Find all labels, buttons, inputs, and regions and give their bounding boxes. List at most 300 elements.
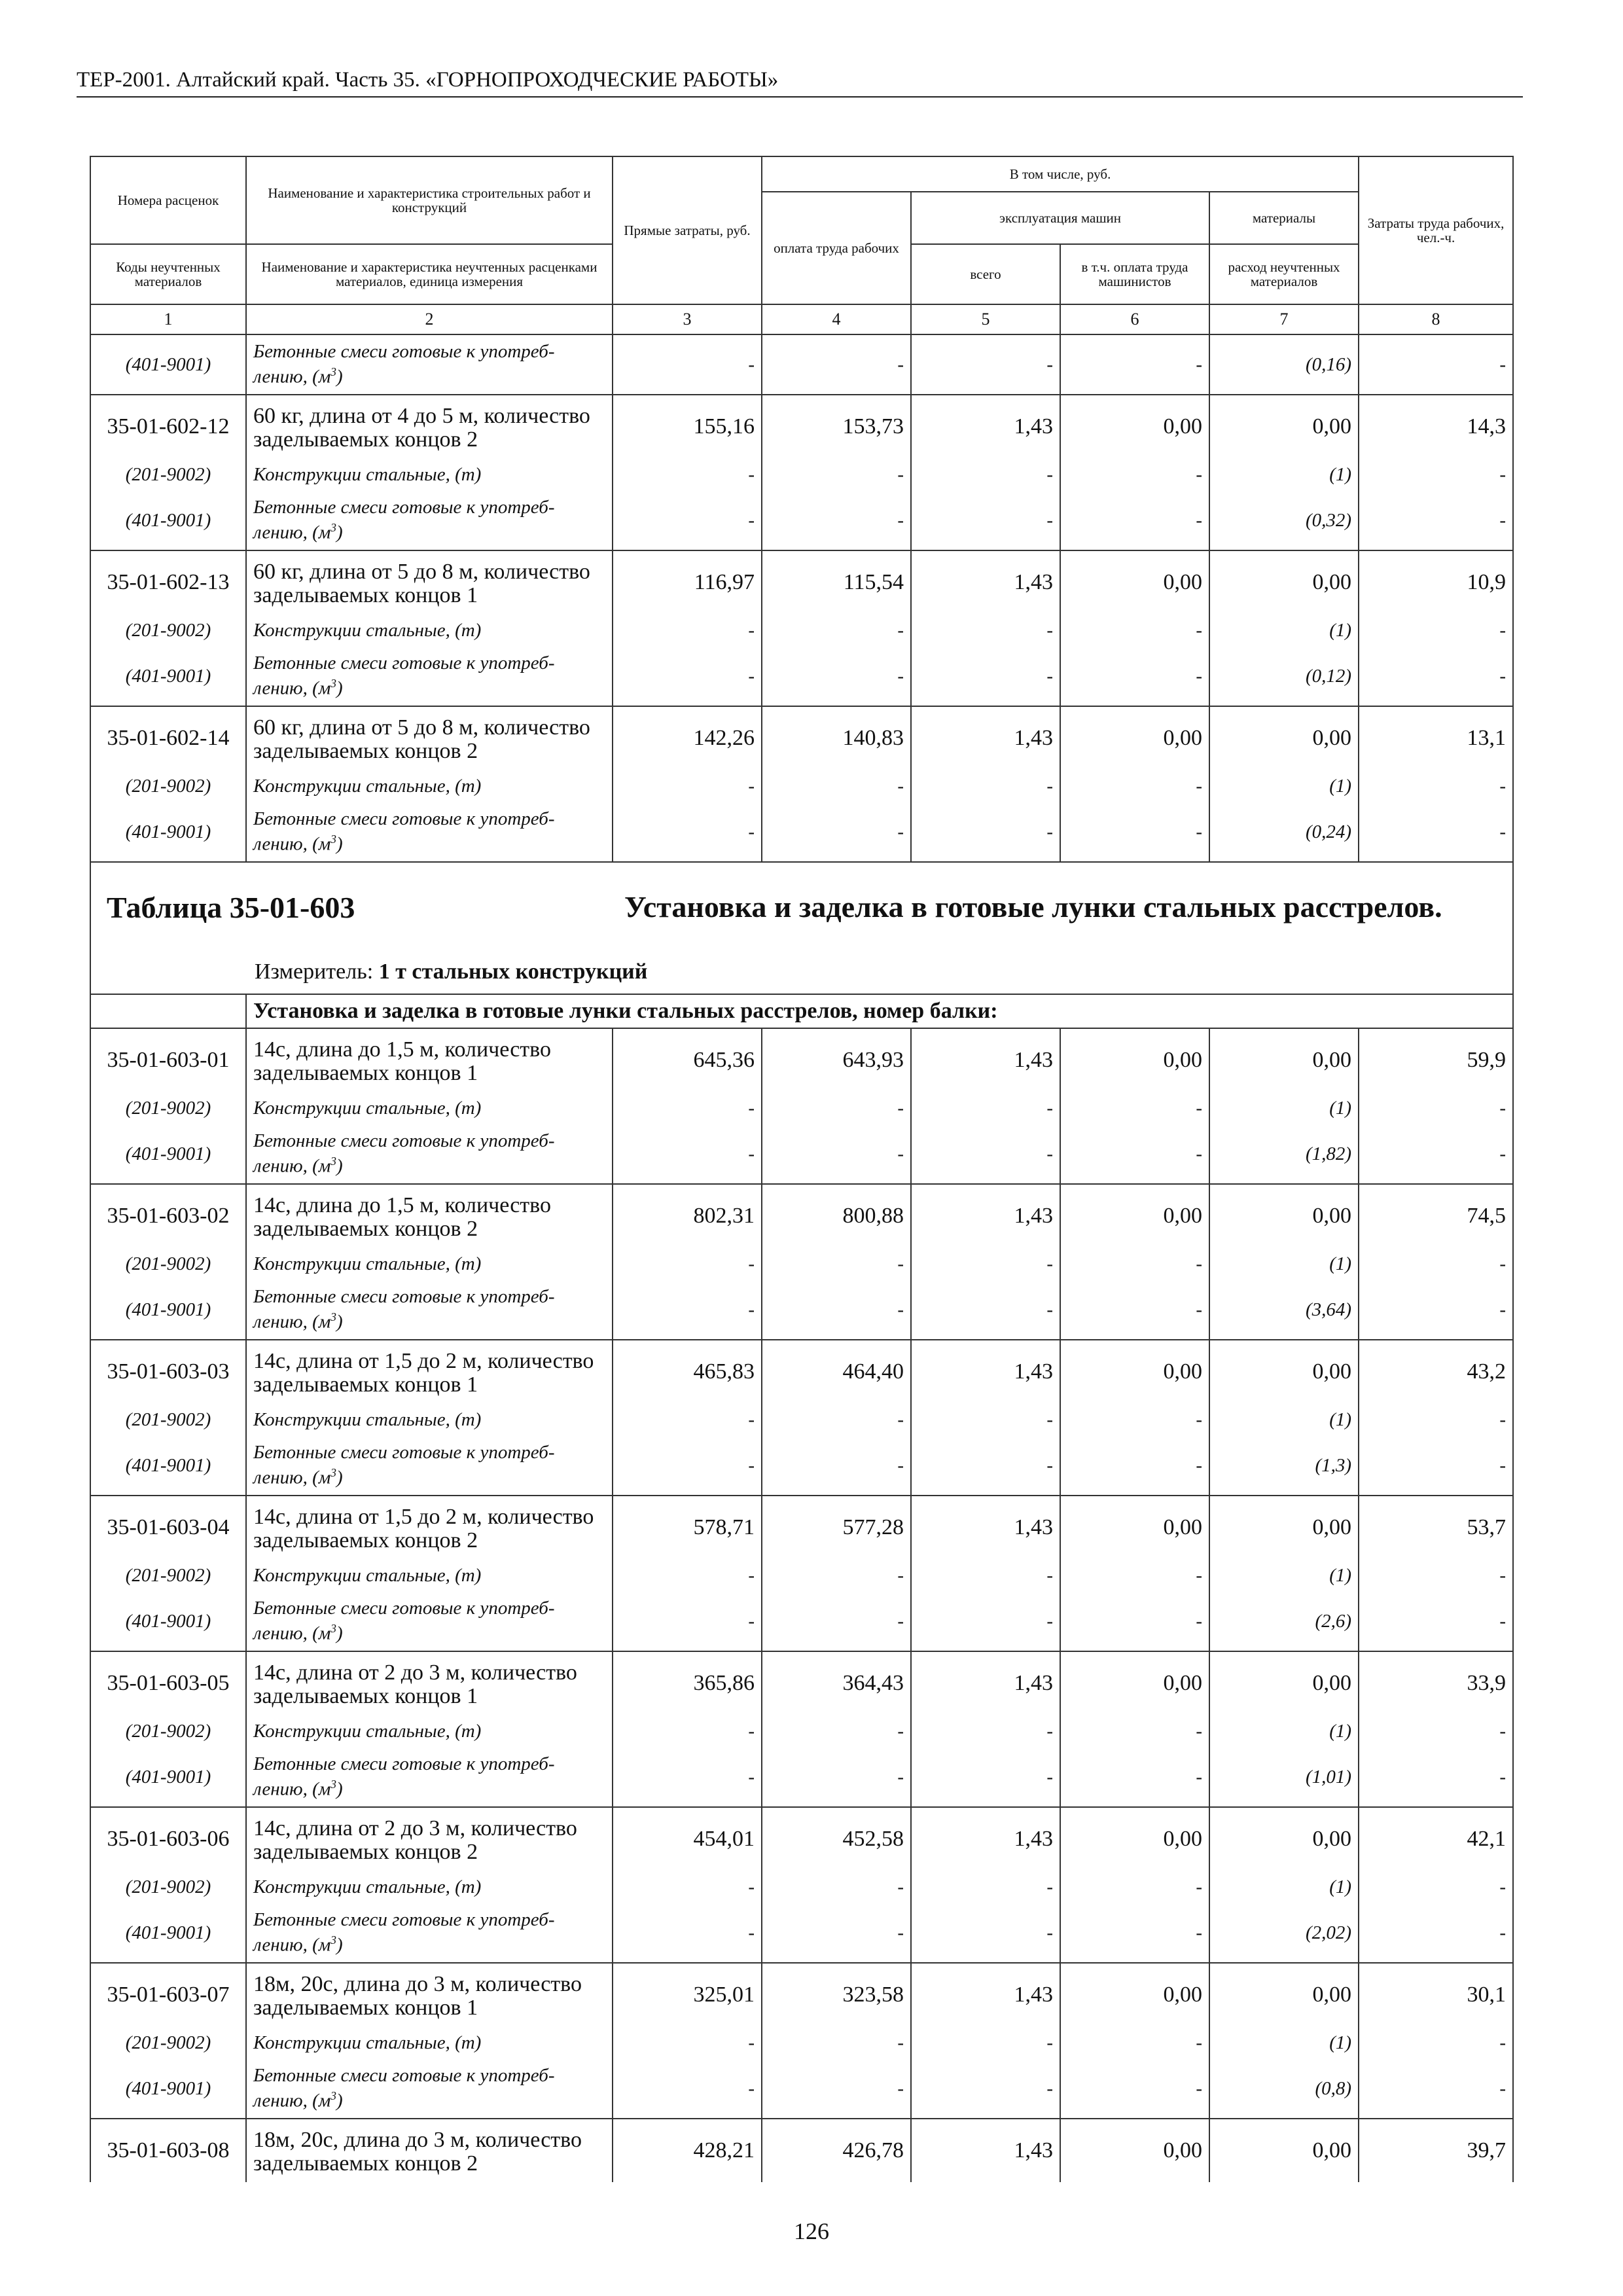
dash-cell: - bbox=[762, 1592, 911, 1651]
materials-cost: 0,00 bbox=[1209, 1184, 1359, 1247]
dash-cell: - bbox=[613, 1124, 762, 1184]
material-name: Конструкции стальные, (т) bbox=[246, 2026, 613, 2059]
dash-cell: - bbox=[1060, 1715, 1209, 1748]
material-code: (401-9001) bbox=[90, 647, 246, 706]
dash-cell: - bbox=[911, 1124, 1060, 1184]
material-code: (401-9001) bbox=[90, 1903, 246, 1963]
machinist-pay: 0,00 bbox=[1060, 395, 1209, 458]
dash-cell: - bbox=[613, 1748, 762, 1807]
machines-header: эксплуатация машин bbox=[911, 192, 1209, 244]
materials-header: материалы bbox=[1209, 192, 1359, 244]
dash-cell: - bbox=[613, 802, 762, 862]
dash-cell: - bbox=[613, 1247, 762, 1280]
material-row bbox=[90, 334, 1513, 395]
last-row-body bbox=[90, 2119, 1513, 2182]
labor-hours: 53,7 bbox=[1359, 1496, 1513, 1559]
column-number: 7 bbox=[1209, 304, 1359, 334]
rate-code: 35-01-603-01 bbox=[90, 1028, 246, 1092]
column-number: 6 bbox=[1060, 304, 1209, 334]
material-name: Бетонные смеси готовые к употреб- лению, $(м^3)$ bbox=[246, 1903, 613, 1963]
material-name: Конструкции стальные, (т) bbox=[246, 1403, 613, 1436]
dash-cell: - bbox=[1359, 1247, 1513, 1280]
dash-cell: - bbox=[911, 458, 1060, 491]
material-consumption: (1) bbox=[1209, 614, 1359, 647]
col1-bottom-header: Коды неучтенных материалов bbox=[90, 244, 246, 304]
material-code: (401-9001) bbox=[90, 1748, 246, 1807]
labor-cost: 643,93 bbox=[762, 1028, 911, 1092]
dash-cell: - bbox=[1060, 614, 1209, 647]
column-number: 5 bbox=[911, 304, 1060, 334]
rate-row bbox=[90, 395, 1513, 458]
dash-cell: - bbox=[1060, 802, 1209, 862]
dash-cell: - bbox=[911, 1280, 1060, 1340]
material-consumption: (1) bbox=[1209, 458, 1359, 491]
material-name: Бетонные смеси готовые к употреб- лению, $(м^3)$ bbox=[246, 1436, 613, 1496]
material-name: Конструкции стальные, (т) bbox=[246, 1715, 613, 1748]
dash-cell: - bbox=[911, 1715, 1060, 1748]
machines-total: 1,43 bbox=[911, 1340, 1060, 1403]
dash-cell: - bbox=[1359, 1436, 1513, 1496]
direct-cost: 578,71 bbox=[613, 1496, 762, 1559]
material-row bbox=[90, 1092, 1513, 1124]
dash-cell: - bbox=[1359, 1715, 1513, 1748]
dash-cell: - bbox=[762, 1559, 911, 1592]
labor-cost: 452,58 bbox=[762, 1807, 911, 1871]
labor-hours: 43,2 bbox=[1359, 1340, 1513, 1403]
material-row bbox=[90, 614, 1513, 647]
dash-cell: - bbox=[911, 802, 1060, 862]
labor-hours: 30,1 bbox=[1359, 1963, 1513, 2026]
dash-cell: - bbox=[762, 1871, 911, 1903]
material-consumption: (1,3) bbox=[1209, 1436, 1359, 1496]
col4-header: оплата труда рабочих bbox=[762, 192, 911, 304]
machinist-pay: 0,00 bbox=[1060, 1028, 1209, 1092]
labor-hours: 33,9 bbox=[1359, 1651, 1513, 1715]
rate-row bbox=[90, 706, 1513, 770]
material-code: (401-9001) bbox=[90, 1436, 246, 1496]
dash-cell: - bbox=[762, 647, 911, 706]
machinist-pay: 0,00 bbox=[1060, 1963, 1209, 2026]
dash-cell: - bbox=[613, 1436, 762, 1496]
dash-cell: - bbox=[613, 647, 762, 706]
dash-cell: - bbox=[762, 1715, 911, 1748]
labor-cost: 800,88 bbox=[762, 1184, 911, 1247]
labor-hours: 10,9 bbox=[1359, 550, 1513, 614]
dash-cell: - bbox=[762, 802, 911, 862]
material-row bbox=[90, 1871, 1513, 1903]
dash-cell: - bbox=[911, 1247, 1060, 1280]
machines-total: 1,43 bbox=[911, 1963, 1060, 2026]
material-name: Бетонные смеси готовые к употреб- лению, $(м^3)$ bbox=[246, 802, 613, 862]
material-code: (201-9002) bbox=[90, 770, 246, 802]
material-row bbox=[90, 1436, 1513, 1496]
material-code: (401-9001) bbox=[90, 491, 246, 550]
dash-cell: - bbox=[911, 1559, 1060, 1592]
dash-cell: - bbox=[1060, 1280, 1209, 1340]
dash-cell: - bbox=[613, 1871, 762, 1903]
dash-cell: - bbox=[613, 1715, 762, 1748]
page-number: 126 bbox=[794, 2218, 829, 2244]
table-603-heading bbox=[90, 862, 1513, 1028]
rates-table bbox=[90, 156, 1514, 2182]
incl-header: В том числе, руб. bbox=[762, 156, 1359, 192]
materials-cost: 0,00 bbox=[1209, 1028, 1359, 1092]
dash-cell: - bbox=[1359, 2059, 1513, 2119]
dash-cell: - bbox=[762, 1124, 911, 1184]
section-heading: Установка и заделка в готовые лунки стальных расстрелов, номер балки: bbox=[246, 994, 1513, 1028]
col2-top-header: Наименование и характеристика строительных работ и конструкций bbox=[246, 156, 613, 244]
dash-cell: - bbox=[911, 334, 1060, 395]
dash-cell: - bbox=[1060, 1403, 1209, 1436]
machinist-pay: 0,00 bbox=[1060, 550, 1209, 614]
machines-total: 1,43 bbox=[911, 1184, 1060, 1247]
material-name: Бетонные смеси готовые к употреб- лению, $(м^3)$ bbox=[246, 1124, 613, 1184]
dash-cell: - bbox=[613, 2026, 762, 2059]
material-consumption: (1) bbox=[1209, 1247, 1359, 1280]
labor-cost: 115,54 bbox=[762, 550, 911, 614]
materials-cost: 0,00 bbox=[1209, 550, 1359, 614]
material-code: (201-9002) bbox=[90, 1403, 246, 1436]
dash-cell: - bbox=[1060, 458, 1209, 491]
measure-unit: Измеритель: 1 т стальных конструкций bbox=[255, 960, 648, 984]
column-number: 3 bbox=[613, 304, 762, 334]
col8-header: Затраты труда рабочих, чел.-ч. bbox=[1359, 156, 1513, 304]
dash-cell: - bbox=[1359, 2026, 1513, 2059]
rate-row bbox=[90, 1963, 1513, 2026]
dash-cell: - bbox=[911, 491, 1060, 550]
dash-cell: - bbox=[1060, 1871, 1209, 1903]
rate-code: 35-01-602-14 bbox=[90, 706, 246, 770]
rate-code: 35-01-603-06 bbox=[90, 1807, 246, 1871]
column-number: 8 bbox=[1359, 304, 1513, 334]
col3-header: Прямые затраты, руб. bbox=[613, 156, 762, 304]
rate-name: 14с, длина от 2 до 3 м, количество заделываемых концов 1 bbox=[246, 1651, 613, 1715]
rate-row bbox=[90, 1028, 1513, 1092]
dash-cell: - bbox=[1060, 770, 1209, 802]
dash-cell: - bbox=[1359, 334, 1513, 395]
dash-cell: - bbox=[762, 334, 911, 395]
dash-cell: - bbox=[911, 2059, 1060, 2119]
dash-cell: - bbox=[1060, 1092, 1209, 1124]
material-name: Конструкции стальные, (т) bbox=[246, 1092, 613, 1124]
material-row bbox=[90, 491, 1513, 550]
rate-row bbox=[90, 2119, 1513, 2182]
machinist-pay: 0,00 bbox=[1060, 1340, 1209, 1403]
machinist-pay: 0,00 bbox=[1060, 1184, 1209, 1247]
dash-cell: - bbox=[1359, 647, 1513, 706]
material-code: (201-9002) bbox=[90, 1559, 246, 1592]
dash-cell: - bbox=[762, 458, 911, 491]
material-code: (201-9002) bbox=[90, 1247, 246, 1280]
direct-cost: 428,21 bbox=[613, 2119, 762, 2182]
rate-name: 18м, 20с, длина до 3 м, количество заделываемых концов 2 bbox=[246, 2119, 613, 2182]
rate-name: 14с, длина от 2 до 3 м, количество заделываемых концов 2 bbox=[246, 1807, 613, 1871]
dash-cell: - bbox=[911, 1092, 1060, 1124]
rate-name: 14с, длина до 1,5 м, количество заделываемых концов 1 bbox=[246, 1028, 613, 1092]
material-code: (401-9001) bbox=[90, 1124, 246, 1184]
dash-cell: - bbox=[762, 770, 911, 802]
dash-cell: - bbox=[1359, 491, 1513, 550]
dash-cell: - bbox=[1060, 1124, 1209, 1184]
materials-cost: 0,00 bbox=[1209, 1963, 1359, 2026]
machines-total: 1,43 bbox=[911, 1651, 1060, 1715]
labor-hours: 74,5 bbox=[1359, 1184, 1513, 1247]
labor-hours: 14,3 bbox=[1359, 395, 1513, 458]
labor-hours: 39,7 bbox=[1359, 2119, 1513, 2182]
material-name: Бетонные смеси готовые к употреб- лению, $(м^3)$ bbox=[246, 647, 613, 706]
dash-cell: - bbox=[1060, 1903, 1209, 1963]
material-consumption: (1) bbox=[1209, 770, 1359, 802]
labor-cost: 140,83 bbox=[762, 706, 911, 770]
col2-bottom-header: Наименование и характеристика неучтенных расценками материалов, единица измерения bbox=[246, 244, 613, 304]
dash-cell: - bbox=[911, 1903, 1060, 1963]
dash-cell: - bbox=[1060, 1592, 1209, 1651]
dash-cell: - bbox=[1359, 1903, 1513, 1963]
dash-cell: - bbox=[911, 770, 1060, 802]
materials-cost: 0,00 bbox=[1209, 1651, 1359, 1715]
running-header: ТЕР-2001. Алтайский край. Часть 35. «ГОРНОПРОХОДЧЕСКИЕ РАБОТЫ» bbox=[77, 68, 1523, 98]
materials-cost: 0,00 bbox=[1209, 1340, 1359, 1403]
dash-cell: - bbox=[613, 491, 762, 550]
table-description: Установка и заделка в готовые лунки стальных расстрелов. bbox=[624, 890, 1442, 924]
materials-cost: 0,00 bbox=[1209, 706, 1359, 770]
material-code: (201-9002) bbox=[90, 1871, 246, 1903]
rate-code: 35-01-603-05 bbox=[90, 1651, 246, 1715]
material-consumption: (1) bbox=[1209, 1871, 1359, 1903]
rate-code: 35-01-602-13 bbox=[90, 550, 246, 614]
dash-cell: - bbox=[613, 458, 762, 491]
dash-cell: - bbox=[1359, 1748, 1513, 1807]
material-name: Конструкции стальные, (т) bbox=[246, 770, 613, 802]
material-consumption: (1) bbox=[1209, 1559, 1359, 1592]
material-code: (201-9002) bbox=[90, 458, 246, 491]
rate-row bbox=[90, 1184, 1513, 1247]
material-code: (201-9002) bbox=[90, 1715, 246, 1748]
material-consumption: (1) bbox=[1209, 2026, 1359, 2059]
table-label: Таблица 35-01-603 bbox=[107, 891, 355, 924]
dash-cell: - bbox=[1060, 1559, 1209, 1592]
rate-row bbox=[90, 1340, 1513, 1403]
material-code: (201-9002) bbox=[90, 614, 246, 647]
machines-total: 1,43 bbox=[911, 395, 1060, 458]
material-row bbox=[90, 1247, 1513, 1280]
machinist-pay: 0,00 bbox=[1060, 2119, 1209, 2182]
rate-name: 60 кг, длина от 5 до 8 м, количество заделываемых концов 1 bbox=[246, 550, 613, 614]
dash-cell: - bbox=[762, 1748, 911, 1807]
dash-cell: - bbox=[1359, 1592, 1513, 1651]
material-row bbox=[90, 1903, 1513, 1963]
rate-code: 35-01-603-02 bbox=[90, 1184, 246, 1247]
rate-name: 60 кг, длина от 4 до 5 м, количество заделываемых концов 2 bbox=[246, 395, 613, 458]
material-row bbox=[90, 770, 1513, 802]
rows-after bbox=[90, 1028, 1513, 2119]
dash-cell: - bbox=[762, 2026, 911, 2059]
dash-cell: - bbox=[1359, 614, 1513, 647]
material-row bbox=[90, 2059, 1513, 2119]
dash-cell: - bbox=[911, 614, 1060, 647]
dash-cell: - bbox=[613, 334, 762, 395]
rate-name: 18м, 20с, длина до 3 м, количество заделываемых концов 1 bbox=[246, 1963, 613, 2026]
direct-cost: 116,97 bbox=[613, 550, 762, 614]
dash-cell: - bbox=[762, 491, 911, 550]
material-consumption: (0,8) bbox=[1209, 2059, 1359, 2119]
material-consumption: (1) bbox=[1209, 1403, 1359, 1436]
material-code: (401-9001) bbox=[90, 2059, 246, 2119]
dash-cell: - bbox=[911, 1436, 1060, 1496]
rate-row bbox=[90, 550, 1513, 614]
dash-cell: - bbox=[613, 2059, 762, 2119]
col1-top-header: Номера расценок bbox=[90, 156, 246, 244]
rate-name: 14с, длина от 1,5 до 2 м, количество заделываемых концов 1 bbox=[246, 1340, 613, 1403]
rate-row bbox=[90, 1651, 1513, 1715]
material-name: Конструкции стальные, (т) bbox=[246, 1871, 613, 1903]
material-name: Конструкции стальные, (т) bbox=[246, 458, 613, 491]
material-consumption: (1) bbox=[1209, 1715, 1359, 1748]
dash-cell: - bbox=[613, 770, 762, 802]
dash-cell: - bbox=[613, 1403, 762, 1436]
table-header bbox=[90, 156, 1513, 334]
dash-cell: - bbox=[1359, 802, 1513, 862]
machines-total: 1,43 bbox=[911, 550, 1060, 614]
machines-total: 1,43 bbox=[911, 706, 1060, 770]
material-row bbox=[90, 1124, 1513, 1184]
materials-cost: 0,00 bbox=[1209, 2119, 1359, 2182]
machines-total: 1,43 bbox=[911, 1496, 1060, 1559]
machinist-pay: 0,00 bbox=[1060, 1496, 1209, 1559]
machines-total: 1,43 bbox=[911, 2119, 1060, 2182]
dash-cell: - bbox=[762, 1247, 911, 1280]
dash-cell: - bbox=[1060, 2026, 1209, 2059]
material-name: Конструкции стальные, (т) bbox=[246, 614, 613, 647]
material-name: Бетонные смеси готовые к употреб- лению, $(м^3)$ bbox=[246, 1748, 613, 1807]
material-row bbox=[90, 1748, 1513, 1807]
material-code: (201-9002) bbox=[90, 1092, 246, 1124]
material-name: Бетонные смеси готовые к употреб- лению, $(м^3)$ bbox=[246, 491, 613, 550]
materials-cost: 0,00 bbox=[1209, 395, 1359, 458]
machines-total: 1,43 bbox=[911, 1028, 1060, 1092]
rate-name: 14с, длина до 1,5 м, количество заделываемых концов 2 bbox=[246, 1184, 613, 1247]
material-code: (401-9001) bbox=[90, 334, 246, 395]
dash-cell: - bbox=[613, 1592, 762, 1651]
dash-cell: - bbox=[1060, 491, 1209, 550]
dash-cell: - bbox=[1060, 2059, 1209, 2119]
material-row bbox=[90, 802, 1513, 862]
rate-name: 14с, длина от 1,5 до 2 м, количество заделываемых концов 2 bbox=[246, 1496, 613, 1559]
labor-cost: 464,40 bbox=[762, 1340, 911, 1403]
materials-cost: 0,00 bbox=[1209, 1807, 1359, 1871]
material-name: Бетонные смеси готовые к употреб- лению, $(м^3)$ bbox=[246, 2059, 613, 2119]
machinist-pay: 0,00 bbox=[1060, 1651, 1209, 1715]
dash-cell: - bbox=[762, 2059, 911, 2119]
dash-cell: - bbox=[613, 1559, 762, 1592]
material-row bbox=[90, 458, 1513, 491]
column-number: 2 bbox=[246, 304, 613, 334]
material-consumption: (0,32) bbox=[1209, 491, 1359, 550]
dash-cell: - bbox=[911, 1592, 1060, 1651]
machinist-pay: 0,00 bbox=[1060, 1807, 1209, 1871]
material-row bbox=[90, 1592, 1513, 1651]
rows-before bbox=[90, 334, 1513, 862]
dash-cell: - bbox=[1359, 1403, 1513, 1436]
material-consumption: (0,12) bbox=[1209, 647, 1359, 706]
direct-cost: 155,16 bbox=[613, 395, 762, 458]
machines-total: 1,43 bbox=[911, 1807, 1060, 1871]
material-row bbox=[90, 647, 1513, 706]
material-row bbox=[90, 1559, 1513, 1592]
direct-cost: 365,86 bbox=[613, 1651, 762, 1715]
dash-cell: - bbox=[762, 614, 911, 647]
material-row bbox=[90, 2026, 1513, 2059]
dash-cell: - bbox=[1359, 1871, 1513, 1903]
material-consumption: (2,6) bbox=[1209, 1592, 1359, 1651]
dash-cell: - bbox=[1359, 1092, 1513, 1124]
dash-cell: - bbox=[613, 614, 762, 647]
rate-code: 35-01-603-07 bbox=[90, 1963, 246, 2026]
rate-code: 35-01-603-08 bbox=[90, 2119, 246, 2182]
material-code: (401-9001) bbox=[90, 1280, 246, 1340]
material-consumption: (1,01) bbox=[1209, 1748, 1359, 1807]
material-name: Бетонные смеси готовые к употреб- лению, $(м^3)$ bbox=[246, 1592, 613, 1651]
labor-cost: 426,78 bbox=[762, 2119, 911, 2182]
dash-cell: - bbox=[613, 1903, 762, 1963]
labor-hours: 13,1 bbox=[1359, 706, 1513, 770]
labor-cost: 153,73 bbox=[762, 395, 911, 458]
dash-cell: - bbox=[762, 1903, 911, 1963]
material-name: Конструкции стальные, (т) bbox=[246, 1559, 613, 1592]
material-name: Бетонные смеси готовые к употреб- лению, $(м^3)$ bbox=[246, 334, 613, 395]
dash-cell: - bbox=[613, 1280, 762, 1340]
labor-hours: 59,9 bbox=[1359, 1028, 1513, 1092]
machinist-pay: 0,00 bbox=[1060, 706, 1209, 770]
material-consumption: (2,02) bbox=[1209, 1903, 1359, 1963]
dash-cell: - bbox=[1060, 1748, 1209, 1807]
column-number: 1 bbox=[90, 304, 246, 334]
material-consumption: (1) bbox=[1209, 1092, 1359, 1124]
column-number: 4 bbox=[762, 304, 911, 334]
dash-cell: - bbox=[1359, 458, 1513, 491]
material-name: Бетонные смеси готовые к употреб- лению, $(м^3)$ bbox=[246, 1280, 613, 1340]
direct-cost: 465,83 bbox=[613, 1340, 762, 1403]
material-code: (401-9001) bbox=[90, 1592, 246, 1651]
material-consumption: (0,24) bbox=[1209, 802, 1359, 862]
material-row bbox=[90, 1403, 1513, 1436]
dash-cell: - bbox=[762, 1436, 911, 1496]
dash-cell: - bbox=[762, 1280, 911, 1340]
direct-cost: 454,01 bbox=[613, 1807, 762, 1871]
material-consumption: (0,16) bbox=[1209, 334, 1359, 395]
rate-code: 35-01-602-12 bbox=[90, 395, 246, 458]
rate-name: 60 кг, длина от 5 до 8 м, количество заделываемых концов 2 bbox=[246, 706, 613, 770]
materials-cost: 0,00 bbox=[1209, 1496, 1359, 1559]
rate-row bbox=[90, 1496, 1513, 1559]
dash-cell: - bbox=[762, 1403, 911, 1436]
direct-cost: 802,31 bbox=[613, 1184, 762, 1247]
material-code: (201-9002) bbox=[90, 2026, 246, 2059]
direct-cost: 645,36 bbox=[613, 1028, 762, 1092]
dash-cell: - bbox=[613, 1092, 762, 1124]
material-row bbox=[90, 1280, 1513, 1340]
labor-cost: 323,58 bbox=[762, 1963, 911, 2026]
dash-cell: - bbox=[911, 1871, 1060, 1903]
labor-cost: 577,28 bbox=[762, 1496, 911, 1559]
direct-cost: 142,26 bbox=[613, 706, 762, 770]
dash-cell: - bbox=[1060, 647, 1209, 706]
col6-header: в т.ч. оплата труда машинистов bbox=[1060, 244, 1209, 304]
col5-header: всего bbox=[911, 244, 1060, 304]
dash-cell: - bbox=[1060, 1436, 1209, 1496]
labor-cost: 364,43 bbox=[762, 1651, 911, 1715]
col7-header: расход неучтенных материалов bbox=[1209, 244, 1359, 304]
